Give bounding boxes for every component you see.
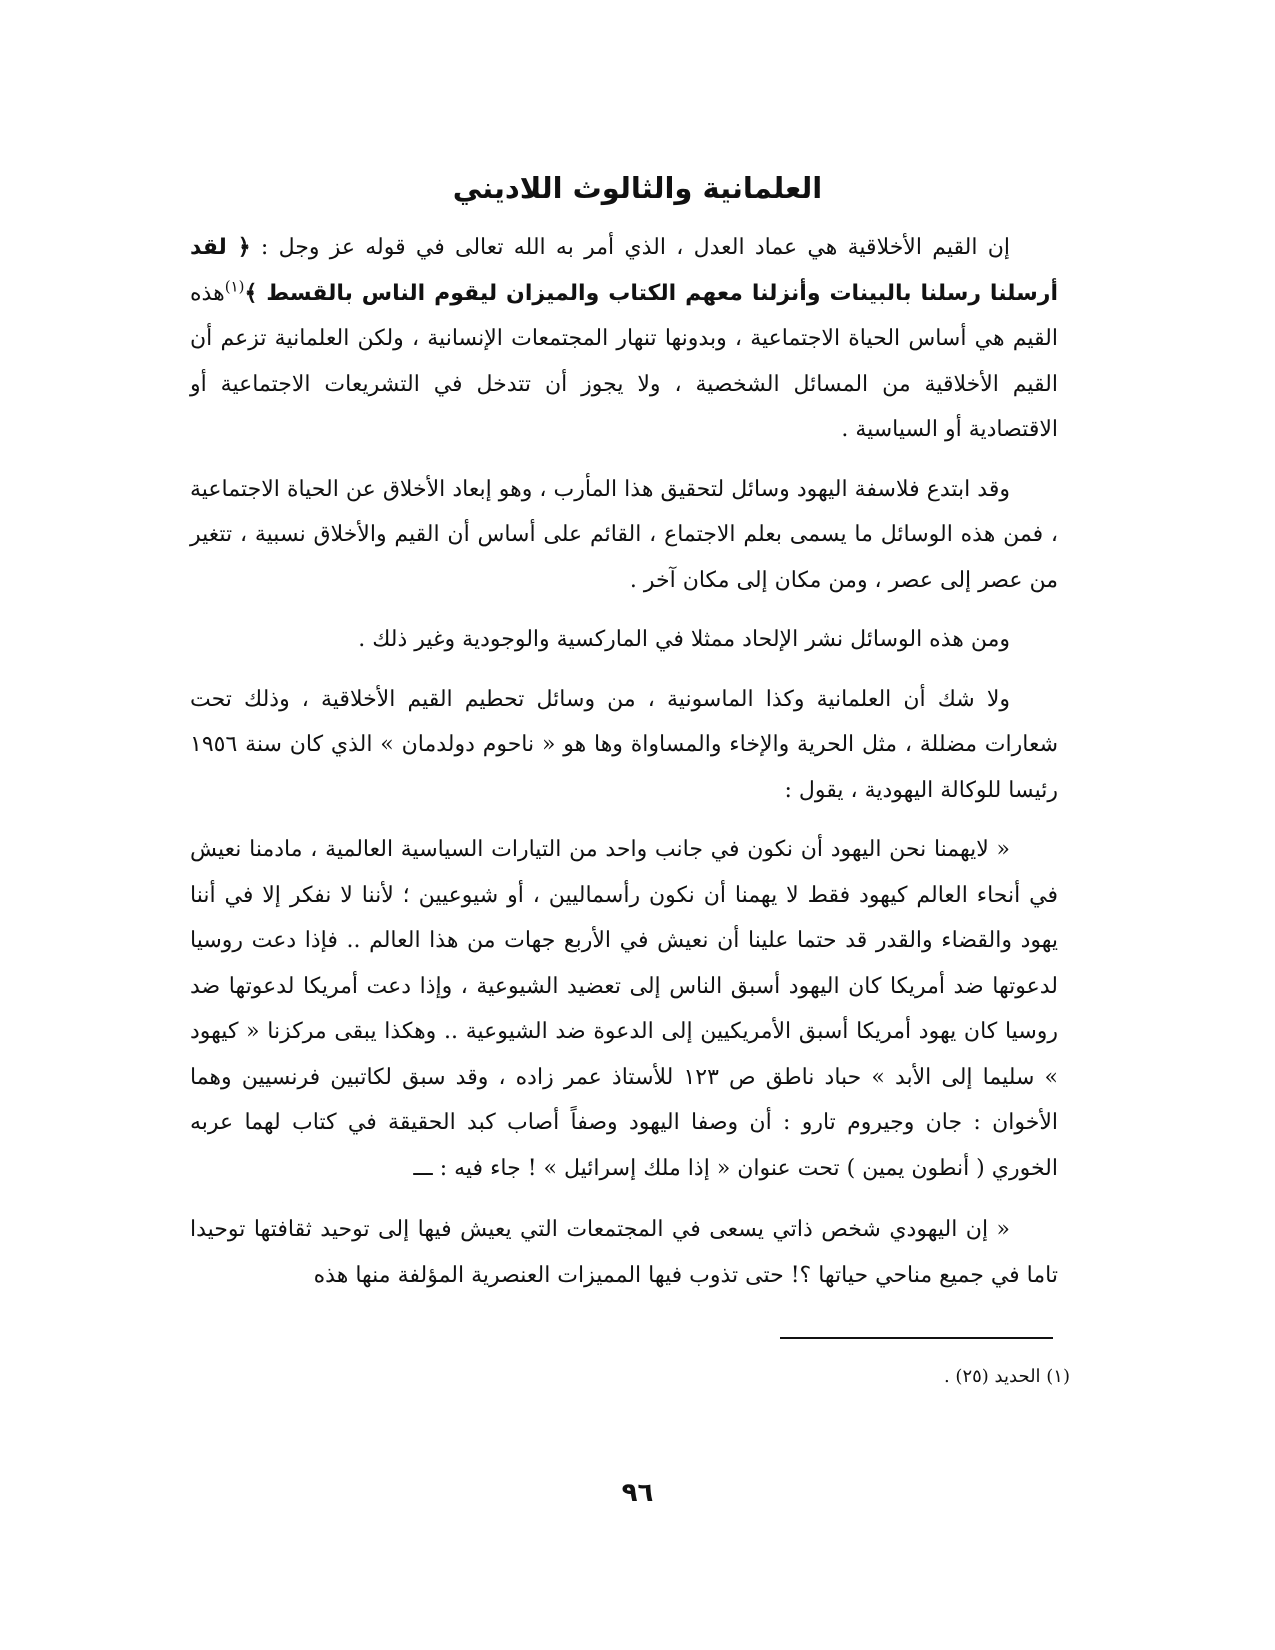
paragraph-5-quotation: « لايهمنا نحن اليهود أن نكون في جانب واحد من التيارات السياسية العالمية ، مادمنا نعيش في أنحاء العالم كيهود فقط لا يهمنا أن نكون رأسماليين ، أو شيوعيين ؛ لأننا لا نفكر إلا في أننا يهود والقضاء والقدر قد حتما علينا أن نعيش في الأربع جهات من هذا العالم .. فإذا دعت روسيا لدعوتها ضد أمريكا كان اليهود أسبق الناس إلى تعضيد الشيوعية ، وإذا دعت أمريكا لدعوتها ضد روسيا كان يهود أمريكا أسبق الأمريكيين إلى الدعوة ضد الشيوعية .. وهكذا يبقى مركزنا « كيهود » سليما إلى الأبد » حباد ناطق ص ١٢٣ للأستاذ عمر زاده ، وقد سبق لكاتبين فرنسيين وهما الأخوان : جان وجيروم تارو : أن وصفا اليهود وصفاً أصاب كبد الحقيقة في كتاب لهما عربه الخوري ( أنطون يمين ) تحت عنوان « إذا ملك إسرائيل » ! جاء فيه : ـــ bbox=[190, 837, 1058, 1181]
paragraph-1-intro: إن القيم الأخلاقية هي عماد العدل ، الذي أمر به الله تعالى في قوله عز وجل : bbox=[260, 235, 1010, 260]
paragraph-4: ولا شك أن العلمانية وكذا الماسونية ، من وسائل تحطيم القيم الأخلاقية ، وذلك تحت شعارات مضللة ، مثل الحرية والإخاء والمساواة وها هو « ناحوم دولدمان » الذي كان سنة ١٩٥٦ رئيسا للوكالة اليهودية ، يقول : bbox=[190, 686, 1058, 803]
quran-verse: ﴿ لقد أرسلنا رسلنا بالبينات وأنزلنا معهم الكتاب والميزان ليقوم الناس بالقسط ﴾ bbox=[190, 235, 1058, 306]
chapter-title: العلمانية والثالوث اللاديني bbox=[452, 171, 823, 205]
footnote: (١) الحديد (٢٥) . bbox=[943, 1366, 1070, 1387]
paragraph-1 bbox=[190, 225, 1058, 453]
paragraph-3: ومن هذه الوسائل نشر الإلحاد ممثلا في الماركسية والوجودية وغير ذلك . bbox=[358, 627, 1010, 652]
paragraph-2: وقد ابتدع فلاسفة اليهود وسائل لتحقيق هذا المأرب ، وهو إبعاد الأخلاق عن الحياة الاجتماعية ، فمن هذه الوسائل ما يسمى بعلم الاجتماع ، القائم على أساس أن القيم والأخلاق نسبية ، تتغير من عصر إلى عصر ، ومن مكان إلى مكان آخر . bbox=[190, 476, 1058, 593]
footnote-divider bbox=[780, 1337, 1053, 1339]
body-text bbox=[190, 225, 1058, 1312]
page-number: ٩٦ bbox=[621, 1478, 654, 1508]
paragraph-6-quotation: « إن اليهودي شخص ذاتي يسعى في المجتمعات التي يعيش فيها إلى توحيد ثقافتها توحيدا تاما في جميع مناحي حياتها ؟! حتى تذوب فيها المميزات العنصرية المؤلفة منها هذه bbox=[190, 1217, 1058, 1288]
paragraph-1-rest: هذه القيم هي أساس الحياة الاجتماعية ، وبدونها تنهار المجتمعات الإنسانية ، ولكن العلمانية تزعم أن القيم الأخلاقية من المسائل الشخصية ، ولا يجوز أن تتدخل في التشريعات الاجتماعية أو الاقتصادية أو السياسية . bbox=[190, 280, 1058, 442]
footnote-reference: (١) bbox=[224, 277, 245, 296]
